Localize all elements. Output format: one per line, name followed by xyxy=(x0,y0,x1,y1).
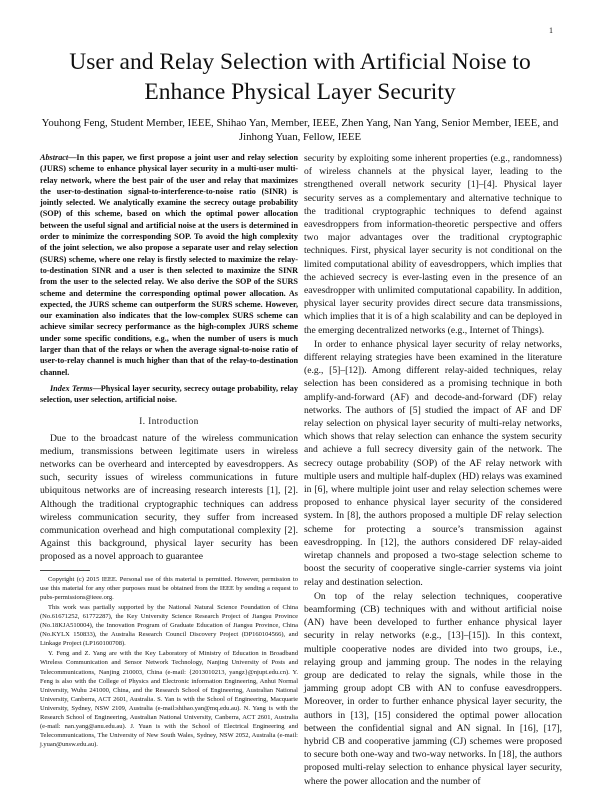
abstract xyxy=(40,152,298,378)
author-list: Youhong Feng, Student Member, IEEE, Shihao Yan, Member, IEEE, Zhen Yang, Nan Yang, Senior Member, IEEE, and Jinhong Yuan, Fellow, IEEE xyxy=(41,117,559,143)
intro-paragraph-4: On top of the relay selection techniques, cooperative beamforming (CB) techniques with and without artificial noise (AN) have been developed to further enhance physical layer security in relay networks (e.g., [13]–[15]). In this context, multiple cooperative nodes are divided into two groups, i.e., relaying group and jamming group. The nodes in the relaying group are dedicated to relay the signals, while those in the jamming group adopt CB with AN to confuse eavesdroppers. Moreover, in order to further enhance physical layer security, the authors in [13], [15] considered the optimal power allocation between the confidential signal and AN signal. In [16], [17], hybrid CB and cooperative jamming (CJ) schemes were proposed to secure both one-way and two-way networks. In [18], the authors proposed multi-relay selection to enhance physical layer security, where the power allocation and the number of xyxy=(304,590,562,787)
intro-paragraph-3: In order to enhance physical layer security of relay networks, different relaying strategies have been examined in the literature (e.g., [5]–[12]). Among different relay-aided techniques, relay selection has been considered as a promising technique in both amplify-and-forward (AF) and decode-and-forward (DF) relay networks. The authors of [5] studied the impact of AF and DF relay selection on physical layer security of multi-relay networks, which shows that relay selection can enhance the system security and achieve a full secrecy diversity gain of the network. The secrecy outage probability (SOP) of the AF relay network with multiple users and multiple half-duplex (HD) relays was examined in [6], where multiple joint user and relay selection schemes were proposed to enhance physical layer security of the considered system. In [8], the authors proposed a multiple DF relay selection scheme for protecting a source’s transmission against eavesdropping. In [12], the authors considered DF relay-aided wiretap channels and proposed a two-stage selection scheme to boost the security of cooperative single-carrier systems via joint relay and destination selection. xyxy=(304,338,562,588)
intro-paragraph-2: security by exploiting some inherent properties (e.g., randomness) of wireless channels at the physical layer, leading to the strengthened overall network security [1]–[4]. Physical layer security serves as a complementary and alternative technique to the traditional cryptographic techniques to defend against eavesdroppers from information-theoretic perspective and offers two major advantages over the traditional cryptographic techniques. First, physical layer security is not conditional on the limited computational ability of eavesdroppers, which implies that the achieved secrecy is ever-lasting even in the presence of an eavesdropper with unlimited computational capability. In addition, physical layer security provides direct secure data transmissions, which implies that it is of a high scalability and can be deployed in the emerging decentralized networks (e.g., Internet of Things). xyxy=(304,153,562,336)
index-terms-label: Index Terms xyxy=(50,383,93,393)
abstract-label: Abstract xyxy=(40,153,69,162)
index-terms xyxy=(40,383,298,406)
section-heading-introduction: I. Introduction xyxy=(139,415,199,426)
footnote-funding: This work was partially supported by the National Natural Science Foundation of China (No.61671252, 61772287), the Key University Science Research Project of Jiangsu Province (No.18KJA510004), the Innovation Program of Graduate Education of Jiangsu Province, China (No.KYLX 150833), the Australia Research Council Discovery Project (DP160104566), and Linkage Project (LP160100708). xyxy=(40,603,298,648)
footnote-copyright: Copyright (c) 2015 IEEE. Personal use of this material is permitted. However, permission to use this material for any other purposes must be obtained from the IEEE by sending a request to pubs-permissions@ieee.org. xyxy=(40,575,298,601)
intro-paragraph-1: Due to the broadcast nature of the wireless communication medium, transmissions between legitimate users in wireless networks can be overheard and intercepted by eavesdroppers. As such, security issues of wireless communications in future ubiquitous networks are of increasing research interests [1], [2]. Although the traditional cryptographic techniques can address wireless communication security, they suffer from increased communication overhead and high computational complexity [2]. Against this background, physical layer security has been proposed as a novel approach to guarantee xyxy=(40,432,298,563)
index-terms-text: —Physical layer security, secrecy outage probability, relay selection, user selection, artificial noise. xyxy=(40,383,298,405)
right-column xyxy=(304,152,562,788)
left-column xyxy=(40,152,298,749)
abstract-text: —In this paper, we first propose a joint user and relay selection (JURS) scheme to enhance physical layer security in a multi-user multi-relay network, where the best pair of the user and relay that maximizes the user-to-destination signal-to-interference-to-noise ratio (SINR) is jointly selected. We analytically examine the secrecy outage probability (SOP) of this scheme, based on which the optimal power allocation between the useful signal and artificial noise at the users is determined in order to minimize the corresponding SOP. To avoid the high complexity of the joint selection, we also propose a separate user and relay selection (SURS) scheme, where one relay is firstly selected to maximize the relay-to-destination SINR and a user is then selected to maximize the SINR from the user to the selected relay. We also derive the SOP of the SURS scheme and determine the corresponding optimal power allocation. As expected, the JURS scheme can outperform the SURS scheme. However, our examination also indicates that the low-complex SURS scheme can achieve similar secrecy performance as the high-complex JURS scheme under some specific conditions, e.g., when the number of users is much larger than that of the relays or when the average signal-to-noise ratio of user-to-relay channel is much higher than that of the relay-to-destination channel. xyxy=(40,153,298,377)
page-number: 1 xyxy=(549,26,553,35)
footnote-affiliations: Y. Feng and Z. Yang are with the Key Laboratory of Ministry of Education in Broadband Wireless Communication and Sensor Network Technology, Nanjing University of Posts and Telecommunications, Nanjing 210003, China (e-mail: {2013010213, yangz}@njupt.edu.cn). Y. Feng is also with the College of Physics and Electronic information Engineering, Anhui Normal University, Wuhu 241000, China, and the Research School of Engineering, Australian National University, Canberra, ACT 2601, Australia. S. Yan is with the School of Engineering, Macquarie University, Sydney, NSW 2109, Australia (e-mail:shihao.yan@mq.edu.au). N. Yang is with the Research School of Engineering, Australian National University, Canberra, ACT 2601, Australia (e-mail: nan.yang@anu.edu.au). J. Yuan is with the School of Electrical Engineering and Telecommunications, The University of New South Wales, Sydney, NSW 2052, Australia (e-mail: j.yuan@unsw.edu.au). xyxy=(40,650,298,749)
paper-title: User and Relay Selection with Artificial Noise to Enhance Physical Layer Security xyxy=(69,49,531,105)
footnote-divider xyxy=(40,570,90,571)
